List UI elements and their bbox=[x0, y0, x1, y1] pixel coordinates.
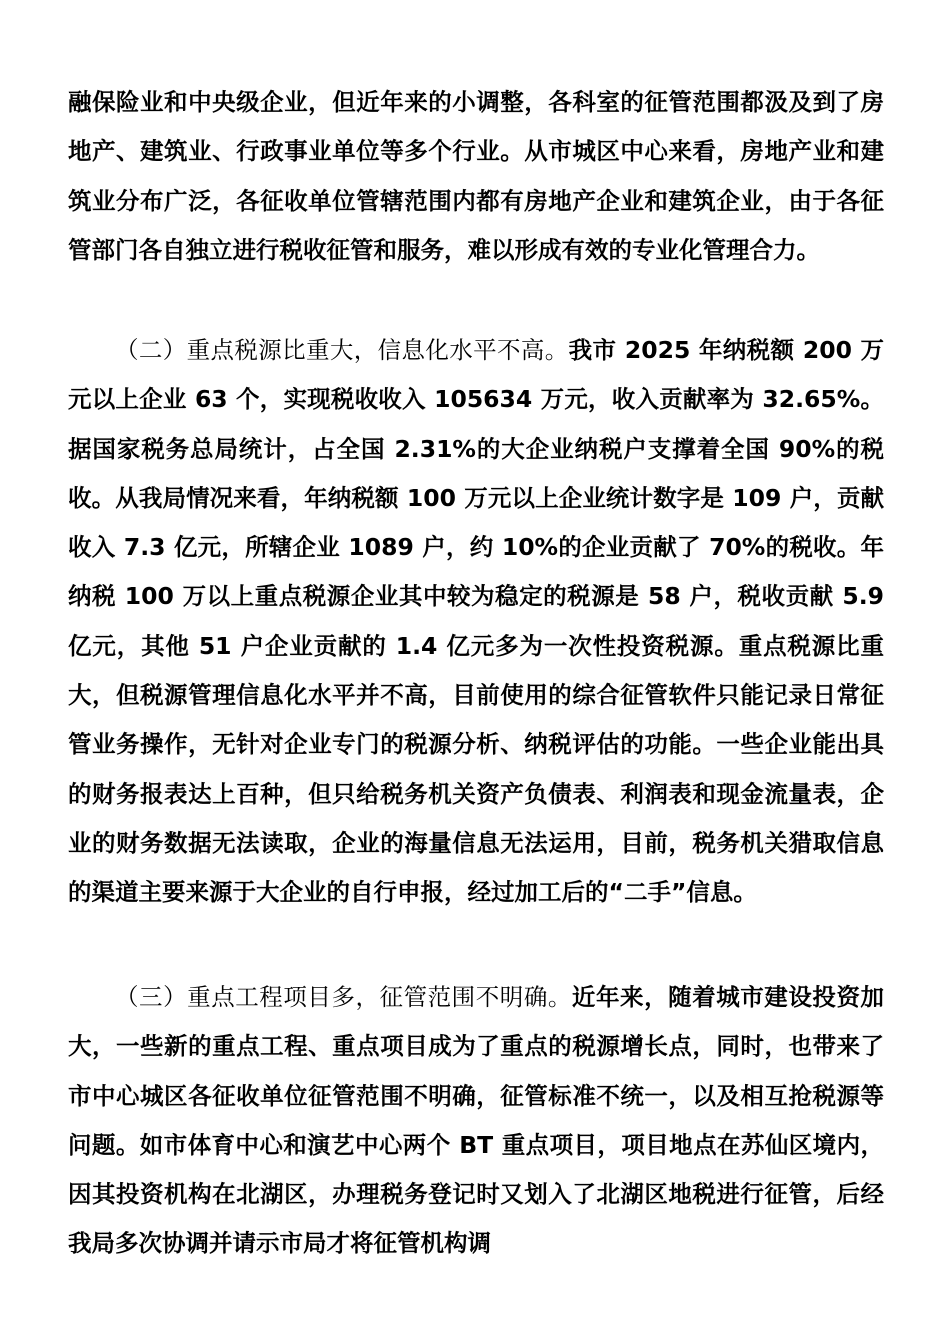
paragraph-3-heading: （三）重点工程项目多，征管范围不明确。 bbox=[115, 983, 572, 1011]
paragraph-1-body: 融保险业和中央级企业，但近年来的小调整，各科室的征管范围都汲及到了房地产、建筑业、行政事业单位等多个行业。从市城区中心来看，房地产业和建筑业分布广泛，各征收单位管辖范围内都有房地产企业和建筑企业，由于各征管部门各自独立进行税收征管和服务，难以形成有效的专业化管理合力。 bbox=[68, 88, 884, 264]
paragraph-1 bbox=[68, 78, 884, 275]
paragraph-2 bbox=[68, 326, 884, 918]
paragraph-3-body: 近年来，随着城市建设投资加大，一些新的重点工程、重点项目成为了重点的税源增长点，同时，也带来了市中心城区各征收单位征管范围不明确，征管标准不统一，以及相互抢税源等问题。如市体育中心和演艺中心两个 BT 重点项目，项目地点在苏仙区境内，因其投资机构在北湖区，办理税务登记时又划入了北湖区地税进行征管，后经我局多次协调并请示市局才将征管机构调 bbox=[68, 983, 885, 1258]
paragraph-3 bbox=[68, 973, 884, 1269]
paragraph-2-heading: （二）重点税源比重大，信息化水平不高。 bbox=[115, 336, 569, 364]
paragraph-2-body: 我市 2025 年纳税额 200 万元以上企业 63 个，实现税收收入 105634 万元，收入贡献率为 32.65%。据国家税务总局统计，占全国 2.31%的大企业纳税户支撑着全国 90%的税收。从我局情况来看，年纳税额 100 万元以上企业统计数字是 109 户，贡献收入 7.3 亿元，所辖企业 1089 户，约 10%的企业贡献了 70%的税收。年纳税 100 万以上重点税源企业其中较为稳定的税源是 58 户，税收贡献 5.9 亿元，其他 51 户企业贡献的 1.4 亿元多为一次性投资税源。重点税源比重大，但税源管理信息化水平并不高，目前使用的综合征管软件只能记录日常征管业务操作，无针对企业专门的税源分析、纳税评估的功能。一些企业能出具的财务报表达上百种，但只给税务机关资产负债表、利润表和现金流量表，企业的财务数据无法读取，企业的海量信息无法运用，目前，税务机关猎取信息的渠道主要来源于大企业的自行申报，经过加工后的“二手”信息。 bbox=[68, 336, 885, 907]
